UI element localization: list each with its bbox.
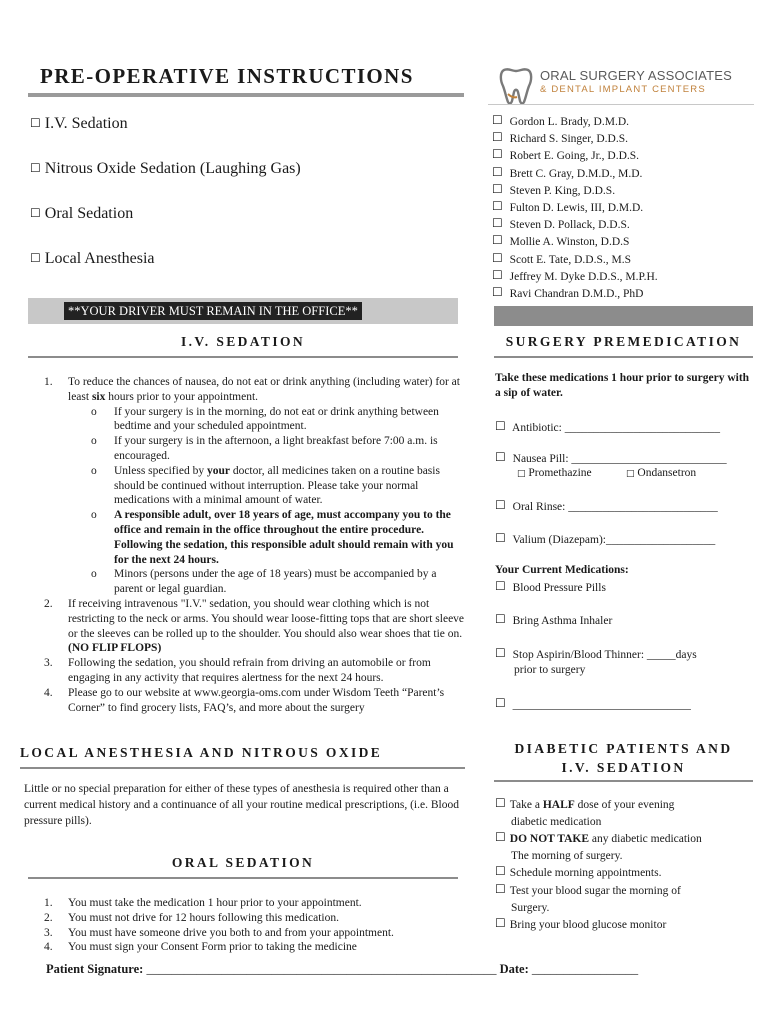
oral-sedation-divider (28, 877, 458, 879)
checkbox-icon[interactable]: ☐ (492, 130, 503, 145)
list-item: 2. You must not drive for 12 hours following this medication. (44, 911, 339, 924)
list-subitem: o A responsible adult, over 18 years of age, must accompany you to the office and remain in the office throughout the entire procedure. Following the sedation, this responsible adult should remain with you for the next 24 hours. (91, 509, 454, 566)
logo-divider (488, 104, 754, 105)
antibiotic-field[interactable]: ☐ Antibiotic: ___________________________ (495, 419, 720, 434)
list-item: 4. You must sign your Consent Form prior to taking the medicine (44, 941, 357, 954)
list-item: 2. If receiving intravenous "I.V." sedation, you should wear clothing which is not restricting to the neck or arms. You should wear loose-fitting tops that are short sleeve or the sleeves can be rolled up to the shoulder. You should also wear shoes that tie on. (NO FLIP FLOPS) (44, 597, 465, 655)
oral-rinse-field[interactable]: ☐ Oral Rinse: __________________________ (495, 498, 718, 513)
logo-name: ORAL SURGERY ASSOCIATES (540, 68, 732, 83)
checkbox-icon[interactable]: ☐ (495, 916, 506, 931)
other-medication-field[interactable]: ☐ _______________________________ (495, 696, 691, 711)
oral-sedation-list (44, 896, 466, 955)
checkbox-icon[interactable]: ☐ (492, 181, 503, 196)
checkbox-icon[interactable]: ☐ (495, 864, 506, 879)
doctor-option[interactable]: ☐ Gordon L. Brady, D.M.D. (492, 113, 629, 128)
current-medications-heading: Your Current Medications: (495, 564, 629, 576)
list-item: 1. You must take the medication 1 hour prior to your appointment. (44, 897, 362, 909)
diabetic-heading: DIABETIC PATIENTS AND I.V. SEDATION (514, 741, 733, 775)
list-subitem: o If your surgery is in the morning, do not eat or drink anything between bedtime and your scheduled appointment. (91, 405, 439, 433)
promethazine-option[interactable]: □ Promethazine (517, 467, 592, 479)
diabetic-divider (494, 780, 753, 782)
blood-pressure-option[interactable]: ☐ Blood Pressure Pills (495, 579, 606, 594)
checkbox-icon[interactable]: ☐ (495, 830, 506, 845)
list-item: 3. Following the sedation, you should refrain from driving an automobile or from engaging in any activity that requires alertness for the next 24 hours. (44, 657, 431, 684)
checkbox-icon[interactable]: ☐ (495, 419, 506, 433)
nausea-pill-field[interactable]: ☐ Nausea Pill: ___________________________ (495, 450, 727, 465)
doctor-option[interactable]: ☐ Jeffrey M. Dyke D.D.S., M.P.H. (492, 267, 658, 283)
list-subitem: o If your surgery is in the afternoon, a light breakfast before 7:00 a.m. is encouraged. (91, 435, 438, 462)
checkbox-icon[interactable]: ☐ (30, 116, 41, 130)
diabetic-list: ☐ Take a HALF dose of your evening diabetic medication ☐ DO NOT TAKE any diabetic medication The morning of surgery. ☐ Schedule morning appointments. ☐ Test your blood sugar the morning of Surgery. ☐ Bring your blood glucose monitor (495, 796, 702, 934)
title-divider (28, 93, 464, 97)
option-local-anesthesia[interactable] (30, 250, 155, 268)
diabetic-option-schedule[interactable]: ☐ Schedule morning appointments. (495, 864, 662, 880)
checkbox-icon[interactable]: ☐ (495, 612, 506, 626)
premedication-divider (494, 356, 753, 358)
checkbox-icon[interactable]: ☐ (495, 646, 506, 660)
checkbox-icon[interactable]: ☐ (495, 696, 506, 710)
checkbox-icon[interactable]: ☐ (492, 267, 503, 282)
doctor-list (492, 113, 658, 302)
checkbox-icon[interactable]: ☐ (492, 233, 503, 248)
premedication-heading: SURGERY PREMEDICATION (505, 334, 742, 349)
checkbox-icon[interactable]: ☐ (495, 531, 506, 545)
stop-aspirin-field[interactable]: ☐ Stop Aspirin/Blood Thinner: _____days (495, 646, 697, 661)
checkbox-icon[interactable]: ☐ (492, 113, 503, 127)
checkbox-icon[interactable]: ☐ (495, 498, 506, 512)
option-iv-sedation[interactable] (30, 115, 128, 133)
checkbox-icon[interactable]: ☐ (495, 450, 506, 464)
list-item: 1. To reduce the chances of nausea, do not eat or drink anything (including water) for at least six hours prior to your appointment. (44, 376, 460, 403)
local-anesthesia-text: Little or no special preparation for either of these types of anesthesia is required other than a current medical history and a continuance of all your routine medical prescriptions, (i.e. Blood pressure pills). (24, 783, 459, 827)
checkbox-icon[interactable]: ☐ (492, 164, 503, 179)
doctor-option[interactable]: ☐ Fulton D. Lewis, III, D.M.D. (492, 199, 644, 215)
checkbox-icon[interactable]: ☐ (492, 216, 503, 231)
checkbox-icon[interactable]: ☐ (495, 796, 506, 810)
checkbox-icon[interactable]: □ (517, 469, 526, 479)
iv-instructions-list (44, 375, 466, 715)
option-oral-sedation[interactable] (30, 205, 133, 223)
option-label: Local Anesthesia (44, 250, 155, 267)
option-nitrous-oxide[interactable] (30, 160, 301, 178)
checkbox-icon[interactable]: ☐ (492, 285, 503, 300)
right-section-band (494, 306, 753, 326)
oral-sedation-heading: ORAL SEDATION (171, 855, 315, 870)
signature-field[interactable]: ________________________________________________________ (146, 962, 497, 976)
checkbox-icon[interactable]: ☐ (492, 250, 503, 265)
practice-logo (498, 64, 738, 106)
checkbox-icon[interactable]: ☐ (495, 579, 506, 593)
local-anesthesia-divider (20, 767, 465, 769)
page-title: PRE-OPERATIVE INSTRUCTIONS (40, 64, 414, 88)
checkbox-icon[interactable]: □ (626, 469, 635, 479)
checkbox-icon[interactable]: ☐ (495, 881, 506, 896)
local-anesthesia-heading: LOCAL ANESTHESIA AND NITROUS OXIDE (20, 745, 383, 760)
checkbox-icon[interactable]: ☐ (492, 199, 503, 214)
doctor-option[interactable]: ☐ Robert E. Going, Jr., D.D.S. (492, 147, 640, 163)
valium-field[interactable]: ☐ Valium (Diazepam):___________________ (495, 531, 716, 546)
checkbox-icon[interactable]: ☐ (30, 161, 41, 175)
doctor-option[interactable]: ☐ Mollie A. Winston, D.D.S (492, 233, 630, 249)
doctor-option[interactable]: ☐ Steven D. Pollack, D.D.S. (492, 216, 630, 232)
logo-subtitle: & DENTAL IMPLANT CENTERS (540, 84, 706, 95)
checkbox-icon[interactable]: ☐ (492, 147, 503, 162)
checkbox-icon[interactable]: ☐ (30, 206, 41, 220)
option-label: Oral Sedation (44, 205, 134, 222)
doctor-option[interactable]: ☐ Richard S. Singer, D.D.S. (492, 130, 629, 146)
list-item: 4. Please go to our website at www.georgia-oms.com under Wisdom Teeth “Parent’s Corner” to find grocery lists, FAQ’s, and more about the surgery (44, 686, 445, 714)
doctor-option[interactable]: ☐ Scott E. Tate, D.D.S., M.S (492, 250, 631, 266)
iv-sedation-divider (28, 356, 458, 358)
premedication-intro: Take these medications 1 hour prior to surgery with a sip of water. (495, 372, 750, 399)
stop-aspirin-note: prior to surgery (514, 664, 586, 676)
iv-sedation-heading: I.V. SEDATION (180, 334, 306, 349)
doctor-option[interactable]: ☐ Ravi Chandran D.M.D., PhD (492, 285, 644, 301)
list-subitem: o Minors (persons under the age of 18 years) must be accompanied by a parent or legal guardian. (91, 568, 437, 596)
diabetic-option-do-not-take[interactable]: ☐ DO NOT TAKE any diabetic medication (495, 830, 702, 846)
checkbox-icon[interactable]: ☐ (30, 251, 41, 265)
option-label: Nitrous Oxide Sedation (Laughing Gas) (44, 160, 301, 177)
asthma-inhaler-option[interactable]: ☐ Bring Asthma Inhaler (495, 612, 613, 627)
signature-label: Patient Signature: (46, 962, 147, 976)
doctor-option[interactable]: ☐ Brett C. Gray, D.M.D., M.D. (492, 164, 643, 180)
diabetic-option-glucose-monitor[interactable]: ☐ Bring your blood glucose monitor (495, 916, 667, 932)
doctor-option[interactable]: ☐ Steven P. King, D.D.S. (492, 181, 616, 197)
date-label: Date: (496, 962, 532, 976)
tooth-logo-icon (498, 64, 534, 106)
diabetic-option-test-sugar[interactable]: ☐ Test your blood sugar the morning of (495, 881, 681, 897)
date-field[interactable]: _________________ (531, 962, 639, 976)
ondansetron-option[interactable]: □ Ondansetron (626, 467, 697, 479)
diabetic-option-half-dose[interactable]: ☐ Take a HALF dose of your evening (495, 796, 675, 811)
signature-row (46, 962, 638, 977)
option-label: I.V. Sedation (44, 115, 128, 132)
list-subitem: o Unless specified by your doctor, all medicines taken on a routine basis should be continued without interruption. Please take your normal medications with a minimal amount of water. (91, 464, 440, 507)
driver-notice: **YOUR DRIVER MUST REMAIN IN THE OFFICE** (64, 302, 362, 320)
list-item: 3. You must have someone drive you both to and from your appointment. (44, 926, 394, 939)
